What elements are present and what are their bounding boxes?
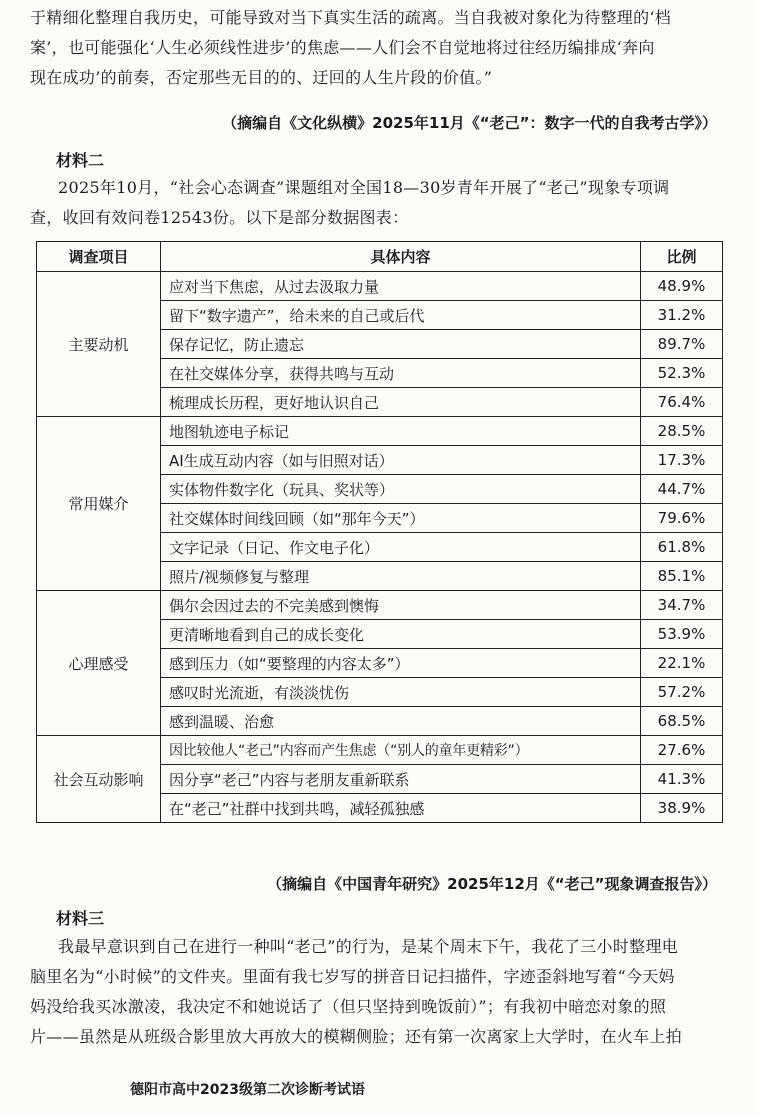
ratio-cell: 85.1% [641,562,723,591]
category-cell: 常用媒介 [37,417,161,591]
item-cell: 感到压力（如“要整理的内容太多”） [161,649,641,678]
passage-line: 妈没给我买冰激凌，我决定不和她说话了（但只坚持到晚饭前）”；有我初中暗恋对象的照 [30,997,667,1016]
table-header-row [37,242,723,272]
item-cell: 留下“数字遗产”，给未来的自己或后代 [161,301,641,330]
category-cell: 主要动机 [37,272,161,417]
table-row [37,417,723,446]
material-two-intro [30,173,730,233]
material-three-passage [30,932,730,1052]
table-row [37,736,723,765]
item-cell: 梳理成长历程，更好地认识自己 [161,388,641,417]
item-cell: 在“老己”社群中找到共鸣，减轻孤独感 [161,794,641,823]
item-cell: 实体物件数字化（玩具、奖状等） [161,475,641,504]
header-category: 调查项目 [37,242,161,272]
ratio-cell: 53.9% [641,620,723,649]
ratio-cell: 31.2% [641,301,723,330]
item-cell: 照片/视频修复与整理 [161,562,641,591]
item-cell: AI生成互动内容（如与旧照对话） [161,446,641,475]
top-passage-line: 于精细化整理自我历史，可能导致对当下真实生活的疏离。当自我被对象化为待整理的‘档 [30,8,672,27]
item-cell: 感到温暖、治愈 [161,707,641,736]
source-citation-2: （摘编自《中国青年研究》2025年12月《“老己”现象调查报告》） [267,875,717,893]
table-row [37,591,723,620]
top-passage-line: 现在成功’的前奏，否定那些无目的的、迂回的人生片段的价值。” [30,68,493,87]
ratio-cell: 22.1% [641,649,723,678]
ratio-cell: 44.7% [641,475,723,504]
top-passage-line: 案’，也可能强化‘人生必须线性进步’的焦虑——人们会不自觉地将过往经历编排成‘奔向 [30,38,655,57]
item-cell: 因比较他人“老己”内容而产生焦虑（“别人的童年更精彩”） [161,736,641,765]
ratio-cell: 89.7% [641,330,723,359]
ratio-cell: 48.9% [641,272,723,301]
passage-line: 片——虽然是从班级合影里放大再放大的模糊侧脸；还有第一次离家上大学时，在火车上拍 [30,1027,683,1046]
ratio-cell: 17.3% [641,446,723,475]
item-cell: 更清晰地看到自己的成长变化 [161,620,641,649]
intro-line: 查，收回有效问卷12543份。以下是部分数据图表： [30,208,409,227]
material-three-heading: 材料三 [56,909,105,928]
category-cell: 社会互动影响 [37,736,161,823]
material-two-heading: 材料二 [56,151,105,170]
ratio-cell: 76.4% [641,388,723,417]
item-cell: 因分享“老己”内容与老朋友重新联系 [161,765,641,794]
ratio-cell: 41.3% [641,765,723,794]
ratio-cell: 57.2% [641,678,723,707]
survey-table [36,241,723,823]
page-footer: 德阳市高中2023级第二次诊断考试语 [130,1082,365,1098]
item-cell: 感叹时光流逝，有淡淡忧伤 [161,678,641,707]
passage-line: 我最早意识到自己在进行一种叫“老己”的行为，是某个周末下午，我花了三小时整理电 [58,937,679,956]
item-cell: 社交媒体时间线回顾（如“那年今天”） [161,504,641,533]
table-row [37,272,723,301]
item-cell: 偶尔会因过去的不完美感到懊悔 [161,591,641,620]
item-cell: 应对当下焦虑，从过去汲取力量 [161,272,641,301]
source-citation-1: （摘编自《文化纵横》2025年11月《“老己”：数字一代的自我考古学》） [222,114,717,132]
ratio-cell: 38.9% [641,794,723,823]
item-cell: 地图轨迹电子标记 [161,417,641,446]
ratio-cell: 79.6% [641,504,723,533]
ratio-cell: 34.7% [641,591,723,620]
item-cell: 文字记录（日记、作文电子化） [161,533,641,562]
item-cell: 在社交媒体分享，获得共鸣与互动 [161,359,641,388]
passage-line: 脑里名为“小时候”的文件夹。里面有我七岁写的拼音日记扫描件，字迹歪斜地写着“今天妈 [30,967,675,986]
top-passage [30,3,730,93]
header-content: 具体内容 [161,242,641,272]
ratio-cell: 52.3% [641,359,723,388]
ratio-cell: 61.8% [641,533,723,562]
ratio-cell: 27.6% [641,736,723,765]
header-ratio: 比例 [641,242,723,272]
intro-line: 2025年10月，“社会心态调查”课题组对全国18—30岁青年开展了“老己”现象专项调 [58,178,670,197]
ratio-cell: 68.5% [641,707,723,736]
category-cell: 心理感受 [37,591,161,736]
ratio-cell: 28.5% [641,417,723,446]
item-cell: 保存记忆，防止遗忘 [161,330,641,359]
